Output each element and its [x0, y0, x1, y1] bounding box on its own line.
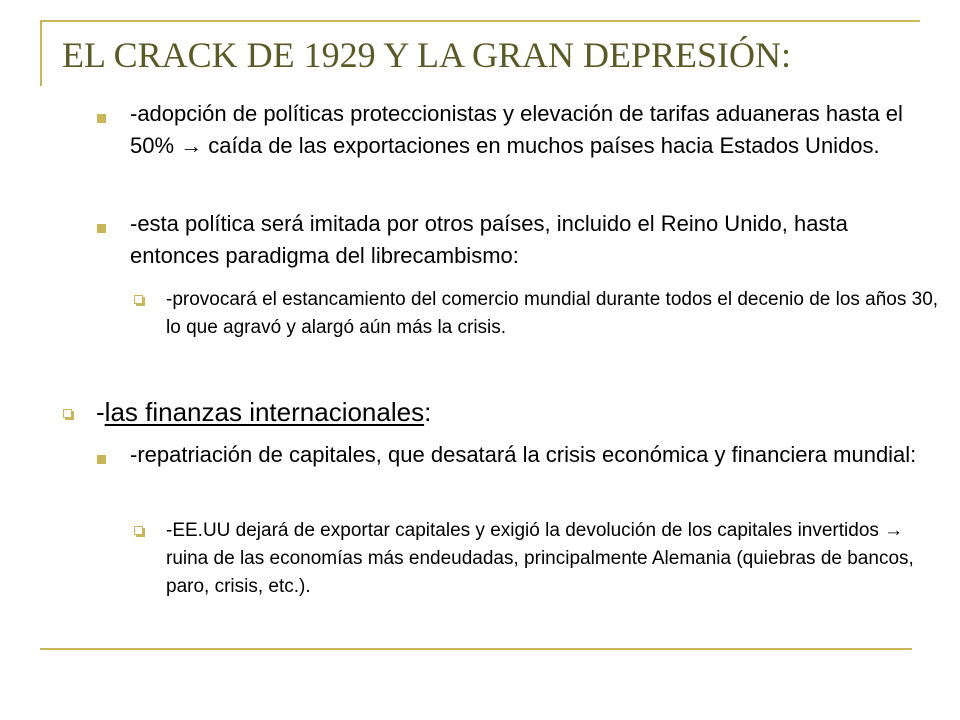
square-bullet-icon: [97, 224, 106, 233]
bullet-text-1: -adopción de políticas proteccionistas y elevación de tarifas aduaneras hasta el 50% → caída de las exportaciones en muchos países hacia Estados Unidos.: [130, 101, 903, 158]
square-bullet-icon: [97, 114, 106, 123]
box-bullet-icon: [134, 526, 143, 535]
slide-title: EL CRACK DE 1929 Y LA GRAN DEPRESIÓN:: [62, 35, 792, 75]
square-bullet-icon: [97, 455, 106, 464]
section-heading-text: -las finanzas internacionales:: [96, 397, 432, 427]
sub-bullet-text-2: -EE.UU dejará de exportar capitales y exigió la devolución de los capitales invertidos → ruina de las economías más endeudadas, principalmente Alemania (quiebras de bancos, paro, crisis, etc.).: [166, 520, 914, 597]
bullet-text-2: -esta política será imitada por otros países, incluido el Reino Unido, hasta entonces paradigma del librecambismo:: [130, 211, 848, 268]
section-heading-underlined: las finanzas internacionales: [104, 397, 425, 427]
top-rule: [40, 20, 920, 22]
bottom-rule: [40, 648, 912, 650]
sub-bullet-text-1: -provocará el estancamiento del comercio mundial durante todos el decenio de los años 30, lo que agravó y alargó aún más la crisis.: [166, 289, 939, 338]
box-bullet-icon: [134, 295, 143, 304]
box-bullet-icon: [63, 409, 72, 418]
bullet-text-3: -repatriación de capitales, que desatará la crisis económica y financiera mundial:: [130, 442, 917, 467]
left-rule: [40, 20, 42, 86]
